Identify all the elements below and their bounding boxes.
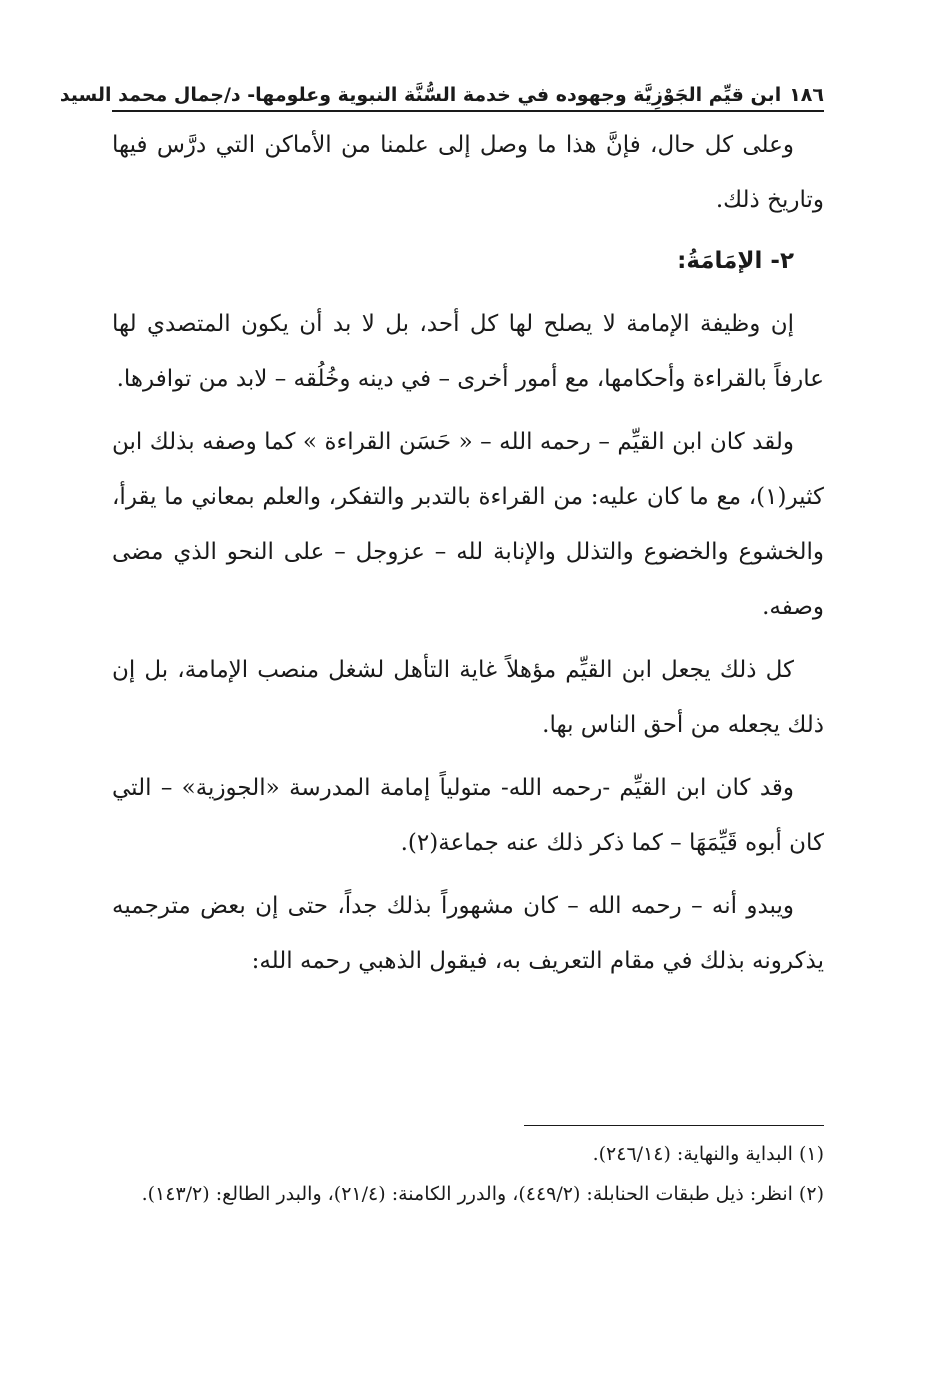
running-header: [59, 84, 824, 112]
paragraph-5: وقد كان ابن القيِّم -رحمه الله- متولياً إمامة المدرسة «الجوزية» – التي كان أبوه قَيِّمَهَا – كما ذكر ذلك عنه جماعة(٢).: [112, 775, 824, 856]
section-heading: ٢- الإمَامَةُ:: [677, 248, 794, 274]
footnote-2: (٢) انظر: ذيل طبقات الحنابلة: (٤٤٩/٢)، والدرر الكامنة: (٢١/٤)، والبدر الطالع: (١٤٣/٢).: [141, 1183, 824, 1205]
paragraph-6: ويبدو أنه – رحمه الله – كان مشهوراً بذلك جداً، حتى إن بعض مترجميه يذكرونه بذلك في مقام التعريف به، فيقول الذهبي رحمه الله:: [112, 893, 824, 974]
paragraph-3: ولقد كان ابن القيِّم – رحمه الله – « حَسَن القراءة » كما وصفه بذلك ابن كثير(١)، مع ما كان عليه: من القراءة بالتدبر والتفكر، والعلم بمعاني ما يقرأ، والخشوع والخضوع والتذلل والإنابة لله – عزوجل – على النحو الذي مضى وصفه.: [112, 429, 824, 620]
paragraph-2: إن وظيفة الإمامة لا يصلح لها كل أحد، بل لا بد أن يكون المتصدي لها عارفاً بالقراءة وأحكامها، مع أمور أخرى – في دينه وخُلُقه – لابد من توافرها.: [112, 311, 824, 392]
footnote-1: (١) البداية والنهاية: (٢٤٦/١٤).: [592, 1143, 824, 1165]
page: [59, 84, 824, 989]
paragraph-4: كل ذلك يجعل ابن القيِّم مؤهلاً غاية التأهل لشغل منصب الإمامة، بل إن ذلك يجعله من أحق الناس بها.: [112, 657, 824, 738]
page-number: ١٨٦: [789, 84, 824, 106]
body-text: [112, 118, 824, 989]
paragraph-1: وعلى كل حال، فإنَّ هذا ما وصل إلى علمنا من الأماكن التي درَّس فيها وتاريخ ذلك.: [112, 132, 824, 213]
footnotes: [112, 1125, 824, 1214]
header-title: ابن قيِّم الجَوْزِيَّة وجهوده في خدمة السُّنَّة النبوية وعلومها- د/جمال محمد السيد: [59, 84, 782, 106]
footnote-separator: [524, 1125, 824, 1126]
